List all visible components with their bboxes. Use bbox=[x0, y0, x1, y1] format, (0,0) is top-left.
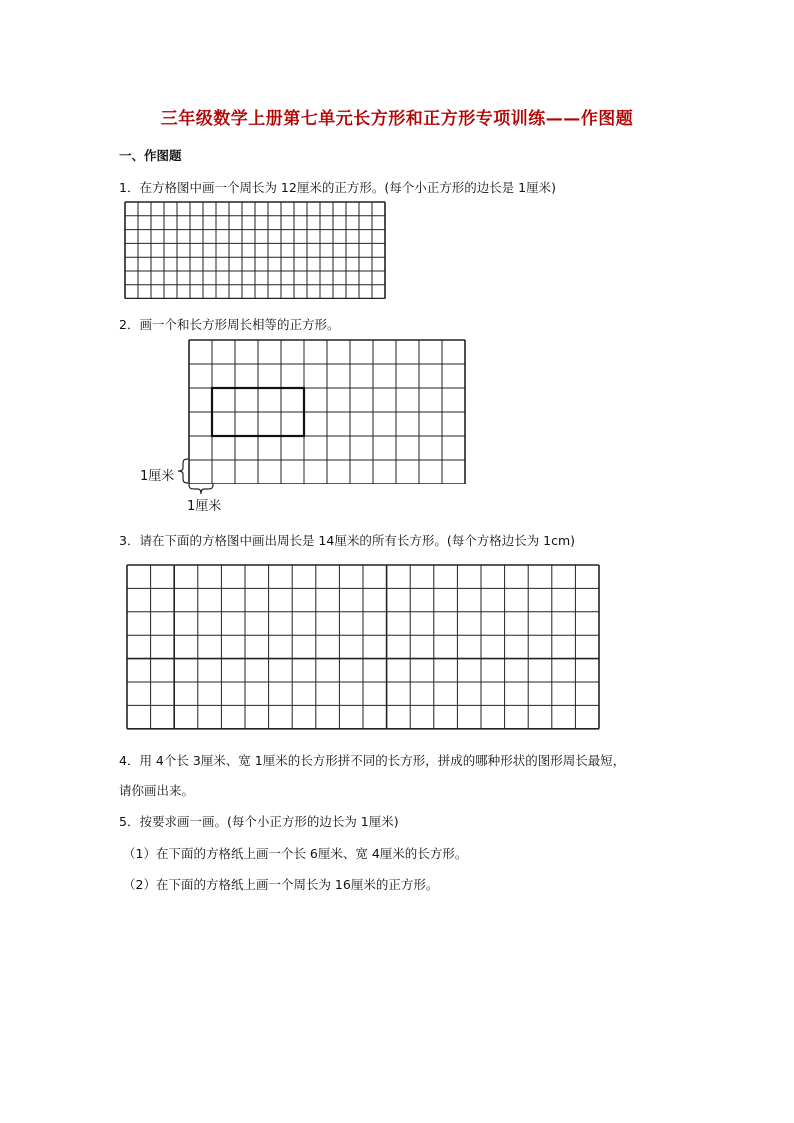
page-title: 三年级数学上册第七单元长方形和正方形专项训练——作图题 bbox=[160, 109, 634, 129]
question-2-text: 2．画一个和长方形周长相等的正方形。 bbox=[119, 317, 340, 332]
question-1-text: 1．在方格图中画一个周长为 12厘米的正方形。(每个小正方形的边长是 1厘米) bbox=[119, 180, 557, 195]
question-5-part-2: （2）在下面的方格纸上画一个周长为 16厘米的正方形。 bbox=[123, 877, 439, 892]
question-5-text: 5．按要求画一画。(每个小正方形的边长为 1厘米) bbox=[119, 814, 399, 829]
question-4-text-line2: 请你画出来。 bbox=[119, 783, 195, 798]
question-3-grid bbox=[126, 564, 602, 730]
question-3-text: 3．请在下面的方格图中画出周长是 14厘米的所有长方形。(每个方格边长为 1cm) bbox=[119, 533, 576, 548]
question-4-text-line1: 4．用 4个长 3厘米、宽 1厘米的长方形拼不同的长方形，拼成的哪种形状的图形周长最短， bbox=[119, 753, 626, 768]
unit-label-vertical: 1厘米 bbox=[140, 469, 175, 484]
unit-label-horizontal: 1厘米 bbox=[187, 499, 222, 514]
question-5-part-1: （1）在下面的方格纸上画一个长 6厘米、宽 4厘米的长方形。 bbox=[123, 846, 468, 861]
section-heading: 一、作图题 bbox=[119, 148, 182, 163]
question-1-grid bbox=[124, 201, 386, 299]
question-2-grid bbox=[188, 339, 466, 484]
brace-horizontal bbox=[186, 482, 216, 496]
